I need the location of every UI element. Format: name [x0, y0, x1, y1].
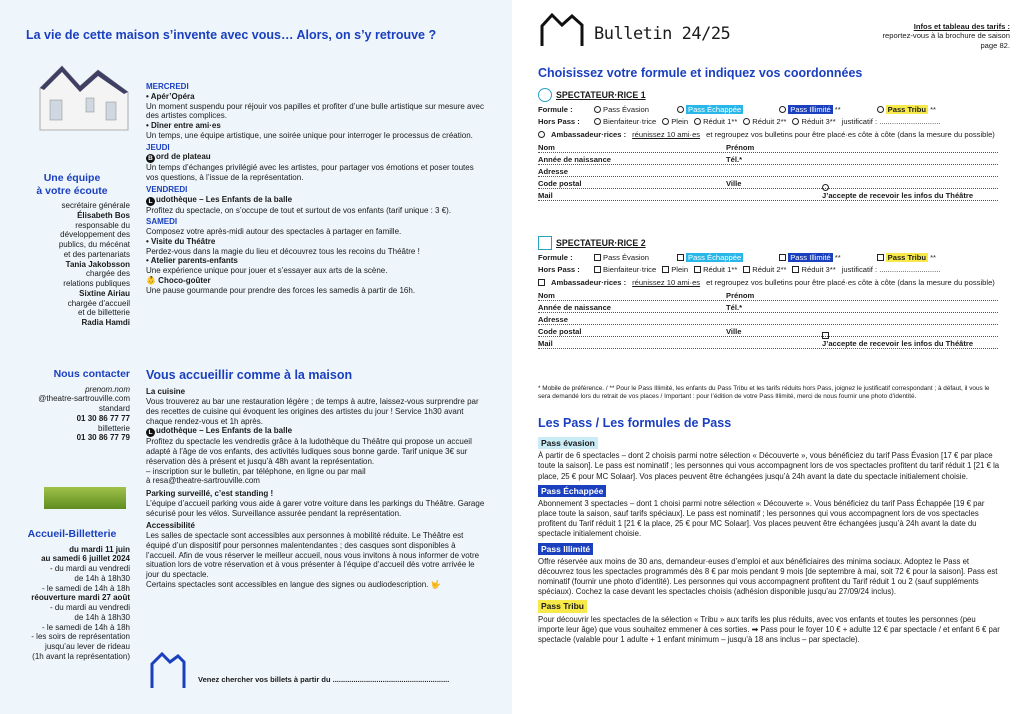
formule-option-pass_tr[interactable]	[877, 105, 936, 114]
bulletin-title: Bulletin 24/25	[594, 24, 731, 44]
sidebar-line: billetterie	[97, 423, 130, 433]
radio-button[interactable]	[662, 118, 669, 125]
radio-button[interactable]	[792, 118, 799, 125]
block-text: Vous trouverez au bar une restauration légère ; de temps à autre, laissez-vous surprendre par des recettes de cuisine qui évoquent les origines des artistes du jour ! Service 1h30 avant chaque rendez-vous et 1h après.	[146, 397, 479, 426]
field-label: Adresse	[538, 166, 568, 176]
icon-item	[146, 426, 486, 437]
field-label: Tél.*	[726, 302, 743, 312]
tarifs-title: Infos et tableau des tarifs :	[913, 22, 1010, 31]
week-program	[146, 80, 486, 295]
checkbox[interactable]	[779, 254, 786, 261]
tarif-label: Plein	[671, 117, 689, 127]
tarif-option-r2[interactable]	[743, 265, 786, 274]
team-section	[14, 172, 130, 328]
tarif-option-r2[interactable]	[743, 117, 786, 126]
tarif-label: Réduit 2**	[752, 265, 787, 275]
accueillir-title: Vous accueillir comme à la maison	[146, 368, 353, 382]
field-row[interactable]	[538, 337, 998, 349]
item-text: Un temps, une équipe artistique, une soirée unique pour interroger le processus de création.	[146, 130, 473, 140]
team-title-1: Une équipe	[43, 172, 101, 184]
pass-tag: Pass Illimité	[538, 543, 593, 555]
contact-fields	[538, 141, 998, 201]
sidebar-line: réouverture mardi 27 août	[31, 593, 130, 603]
item-text: Une expérience unique pour jouer et s’essayer aux arts de la scène.	[146, 266, 388, 275]
stars: **	[834, 253, 841, 262]
checkbox[interactable]	[594, 266, 601, 273]
sidebar-line: chargée des	[85, 269, 130, 279]
radio-button[interactable]	[822, 184, 829, 191]
sidebar-line: Sixtine Airiau	[79, 288, 130, 298]
field-label: Nom	[538, 142, 555, 152]
sidebar-line: prenom.nom	[85, 384, 130, 394]
tarif-label: Réduit 2**	[752, 117, 787, 127]
block-text: L’équipe d’accueil parking vous aide à garer votre voiture dans les parkings du Théâtre. Garage sécurisé pour les vélos. Surveillance assurée pendant la représentation.	[146, 498, 485, 518]
formule-option-label: Pass Tribu	[887, 253, 927, 262]
formule-option-label: Pass Illimité	[790, 105, 831, 114]
ambassadeur-row[interactable]	[538, 278, 998, 287]
letter-badge-icon: L	[146, 428, 155, 437]
formule-option-pass_ec[interactable]	[677, 105, 743, 114]
sidebar-line: de 14h à 18h30	[74, 612, 130, 622]
spectator-title-label: SPECTATEUR·RICE 1	[556, 89, 646, 100]
tarif-option-r3[interactable]	[792, 117, 835, 126]
tarifs-info	[870, 22, 1010, 50]
spectator-1-form	[538, 88, 998, 201]
tarif-option-bienf[interactable]	[594, 117, 656, 126]
sidebar-line: standard	[98, 404, 130, 414]
field-label: Code postal	[538, 178, 582, 188]
radio-button[interactable]	[594, 118, 601, 125]
formule-label: Formule :	[538, 253, 573, 262]
amb-label: Ambassadeur·rices :	[551, 129, 627, 139]
tarif-label: Bienfaiteur·trice	[603, 117, 657, 127]
field-label: Année de naissance	[538, 154, 612, 164]
pass-list	[538, 437, 1000, 648]
field-label: Prénom	[726, 290, 755, 300]
amb-underline: réunissez 10 ami·es	[632, 277, 701, 287]
formule-option-pass_il[interactable]	[779, 105, 840, 114]
block-text: Profitez du spectacle les vendredis grâce à la ludothèque du Théâtre qui propose un accueil adapté à l’âge de vos enfants, des activités ludiques sous bonne garde. Tarif unique 3€ sur réservation dès à présent et jusqu’à 48h avant la représentation.	[146, 437, 472, 466]
item-title: • Visite du Théâtre	[146, 236, 216, 246]
item-title: udothèque – Les Enfants de la balle	[156, 426, 293, 436]
stars: **	[930, 105, 936, 114]
checkbox[interactable]	[677, 254, 684, 261]
pass-text: Abonnement 3 spectacles – dont 1 choisi parmi notre sélection « Découverte ». Vous bénéficiez du tarif Pass Échappée [19 € par place toute la saison, sauf tarifs spéciaux]. Le pass est nominatif ; les personnes qui vous accompagnent lors de vos spectacles profitent du Tarif réduit 1 [21 € la place, 25 € pour MC Solaar]. Vos places peuvent être échangées jusqu’à 24h avant la date du spectacle initialement choisie.	[538, 499, 985, 539]
tarif-label: Réduit 3**	[801, 265, 836, 275]
accept-label: J’accepte de recevoir les infos du Théâtre	[822, 338, 974, 348]
block-text: à resa@theatre-sartrouville.com	[146, 476, 260, 486]
team-lines	[14, 201, 130, 328]
pass-title: Les Pass / Les formules de Pass	[538, 416, 732, 430]
sidebar-line: chargée d’accueil	[67, 298, 130, 308]
icon-item	[146, 195, 486, 206]
pass-text: À partir de 6 spectacles – dont 2 choisis parmi notre sélection « Découverte », vous bénéficiez du tarif Pass Évasion [17 € par place toute la saison]. Le pass est nominatif ; les personnes qui vous accompagnent lors de vos spectacles profitent du tarif réduit 1 [21 € la place, 25 € pour MC Solaar]. Vos places peuvent être échangées jusqu’à 24h avant la date du spectacle initialement choisie.	[538, 451, 1000, 481]
field-row[interactable]	[538, 301, 998, 313]
accept-news-checkbox[interactable]	[822, 332, 973, 348]
item-text: Profitez du spectacle, on s’occupe de tout et surtout de vos enfants (tarif unique : 3 €).	[146, 205, 452, 215]
item-text: Perdez-vous dans la magie du lieu et découvrez tous les recoins du Théâtre !	[146, 246, 420, 256]
sidebar-line: 01 30 86 77 79	[76, 433, 130, 443]
contact-section	[14, 368, 130, 443]
tarif-option-plein[interactable]	[662, 265, 688, 274]
sidebar-line: de 14h à 18h30	[74, 573, 130, 583]
accept-label: J’accepte de recevoir les infos du Théâtre	[822, 190, 974, 200]
tarif-option-plein[interactable]	[662, 117, 688, 126]
sidebar-line: - le samedi de 14h à 18h	[41, 622, 130, 632]
sidebar-line: Tania Jakobsson	[65, 259, 130, 269]
field-label: Mail	[538, 338, 553, 348]
letter-badge-icon: L	[146, 197, 155, 206]
checkbox[interactable]	[662, 266, 669, 273]
day-heading: MERCREDI	[146, 82, 189, 91]
radio-button[interactable]	[694, 118, 701, 125]
field-label: Ville	[726, 178, 742, 188]
sidebar-line: - du mardi au vendredi	[49, 603, 130, 613]
spectator-title-label: SPECTATEUR·RICE 2	[556, 237, 646, 248]
field-label: Ville	[726, 326, 742, 336]
radio-button[interactable]	[743, 118, 750, 125]
theatre-house-photo	[36, 62, 132, 132]
block-title: Parking surveillé, c’est standing !	[146, 489, 274, 498]
sidebar-line: publics, du mécénat	[58, 240, 130, 250]
horspass-row	[538, 265, 998, 274]
sidebar-line: au samedi 6 juillet 2024	[41, 554, 130, 564]
ambassadeur-row[interactable]	[538, 130, 998, 139]
radio-button[interactable]	[779, 106, 786, 113]
field-label: Code postal	[538, 326, 582, 336]
formule-option-label: Pass Évasion	[603, 253, 650, 262]
horspass-row	[538, 117, 998, 126]
field-label: Mail	[538, 190, 553, 200]
formule-option-pass_ev[interactable]	[594, 253, 649, 262]
day-heading: SAMEDI	[146, 217, 178, 227]
pass-block	[538, 543, 1000, 598]
spectator-title	[538, 88, 998, 102]
accueil-section	[14, 528, 130, 662]
item-title: ord de plateau	[156, 152, 211, 162]
tarif-option-r1[interactable]	[694, 265, 737, 274]
field-label: Tél.*	[726, 154, 743, 164]
checkbox[interactable]	[877, 254, 884, 261]
accueil-title: Accueil-Billetterie	[27, 528, 117, 540]
pass-text: Offre réservée aux moins de 30 ans, demandeur·euses d’emploi et aux bénéficiaires des minima sociaux. Adoptez le Pass et découvrez tous les spectacles programmés dès 8 € par mois pendant 9 mois [de septembre à mai, soit 72 € pour la saison]. Pass est nominatif (fournir une photo d’identité). Les personnes qui vous accompagnent profitent du Tarif réduit 1 ou 2 (sauf suppléments spéciaux). Cochez la case devant les spectacles choisis (adhésion disponible jusqu’au 27/09/24 inclus).	[538, 556, 998, 597]
block-text: Les salles de spectacle sont accessibles aux personnes à mobilité réduite. Le Théâtre est équipé d’un dispositif pour personnes malentendantes ; des casques sont disponibles à l’accueil. Afin de vous réserver le meilleur accueil, nous vous invitons à nous informer de votre situation lors de votre réservation et à vous présenter à l’équipe d’accueil dès votre arrivée le jour du spectacle.	[146, 531, 480, 579]
accept-news-checkbox[interactable]	[822, 184, 973, 200]
footer-billets: Venez chercher vos billets à partir du ........................................................	[198, 675, 450, 684]
spectator-marker-icon[interactable]	[538, 236, 552, 250]
left-headline: La vie de cette maison s’invente avec vous… Alors, on s’y retrouve ?	[26, 28, 437, 42]
item-title: • Atelier parents-enfants	[146, 256, 238, 266]
item-title: 👶 Choco-goûter	[146, 275, 211, 285]
pass-block	[538, 485, 1000, 540]
pass-tag: Pass évasion	[538, 437, 598, 449]
form-footnote: * Mobile de préférence. / ** Pour le Pass Illimité, les enfants du Pass Tribu et les tarifs réduits hors Pass, joignez le justificatif correspondant ; à défaut, il vous le sera demandé lors du retrait de vos places / Important : pour l’édition de votre Pass Illimité, merci de nous fournir une photo d’identité.	[538, 385, 990, 400]
sidebar-line: relations publiques	[63, 279, 130, 289]
sidebar-line: jusqu’au lever de rideau	[45, 642, 130, 652]
checkbox[interactable]	[694, 266, 701, 273]
formule-row	[538, 253, 998, 262]
field-label: Adresse	[538, 314, 568, 324]
sidebar-line: (1h avant la représentation)	[32, 651, 130, 661]
letter-badge-icon: B	[146, 154, 155, 163]
tarif-label: Plein	[671, 265, 689, 275]
formule-option-label: Pass Évasion	[603, 105, 650, 114]
contact-fields	[538, 289, 998, 349]
field-label: Prénom	[726, 142, 755, 152]
sidebar-line: Élisabeth Bos	[77, 210, 130, 220]
item-title: • Apér’Opéra	[146, 91, 195, 101]
pass-tag: Pass Tribu	[538, 600, 587, 612]
item-text: Une pause gourmande pour prendre des forces les samedis à partir de 16h.	[146, 285, 416, 295]
day-heading: VENDREDI	[146, 184, 188, 194]
field-row[interactable]	[538, 165, 998, 177]
tarif-option-r3[interactable]	[792, 265, 835, 274]
day-heading: JEUDI	[146, 142, 170, 152]
contact-lines	[14, 385, 130, 444]
sidebar-line: responsable du	[75, 220, 130, 230]
formule-option-label: Pass Échappée	[688, 253, 742, 262]
accueillir-section	[146, 366, 486, 590]
block-title: Accessibilité	[146, 521, 195, 531]
formule-title: Choisissez votre formule et indiquez vos coordonnées	[538, 66, 863, 80]
tarifs-text: reportez-vous à la brochure de saison page 82.	[882, 31, 1010, 50]
tarif-label: Réduit 1**	[703, 265, 738, 275]
amb-underline: réunissez 10 ami·es	[632, 129, 701, 139]
grass-image	[44, 487, 126, 509]
field-row[interactable]	[538, 141, 998, 153]
accueil-lines	[14, 545, 130, 662]
block-text: Certains spectacles sont accessibles en langue des signes ou audiodescription. 🤟	[146, 579, 441, 589]
tarif-label: Bienfaiteur·trice	[603, 265, 657, 275]
formule-option-pass_il[interactable]	[779, 253, 840, 262]
item-title: • Dîner entre ami·es	[146, 121, 221, 130]
formule-option-label: Pass Tribu	[887, 105, 927, 114]
horspass-label: Hors Pass :	[538, 265, 580, 275]
sidebar-line: Radia Hamdi	[81, 318, 130, 328]
radio-button[interactable]	[538, 131, 545, 138]
block-text: – inscription sur le bulletin, par téléphone, en ligne ou par mail	[146, 466, 366, 476]
field-row[interactable]	[538, 313, 998, 325]
spectator-2-form	[538, 236, 998, 349]
formule-option-pass_ec[interactable]	[677, 253, 743, 262]
amb-text: et regroupez vos bulletins pour être placé·es côte à côte (dans la mesure du possible)	[706, 277, 995, 287]
checkbox[interactable]	[538, 279, 545, 286]
tarif-label: Réduit 3**	[801, 117, 836, 127]
checkbox[interactable]	[743, 266, 750, 273]
field-row[interactable]	[538, 153, 998, 165]
item-text: Un temps d’échanges privilégié avec les artistes, pour partager vos émotions et poser toutes vos questions, à l’issue de la représentation.	[146, 163, 474, 182]
bulletin-logo-icon	[540, 12, 584, 48]
item-text: Composez votre après-midi autour des spectacles à partager en famille.	[146, 227, 402, 236]
accueillir-blocks	[146, 387, 486, 589]
pass-block	[538, 437, 1000, 482]
pass-block	[538, 600, 1000, 645]
pass-text: Pour découvrir les spectacles de la sélection « Tribu » aux tarifs les plus réduits, avec vos enfants et toutes les personnes (peu importe leur âge) que vous souhaitez emmener à ces sorties. ➡ Pass pour le foyer 10 € + adulte 12 € par spectacle / et enfant 6 € par spectacle (valable pour 1 adulte + 1 enfant minimum – jusqu’à 18 ans inclus – par spectacle).	[538, 614, 1000, 645]
radio-button[interactable]	[877, 106, 884, 113]
horspass-label: Hors Pass :	[538, 117, 580, 127]
spectator-marker-icon[interactable]	[538, 88, 552, 102]
field-row[interactable]	[538, 189, 998, 201]
item-text: Un moment suspendu pour réjouir vos papilles et profiter d’une bulle artistique sur mesure avec des artistes complices.	[146, 101, 484, 121]
sidebar-line: - les soirs de représentation	[31, 632, 130, 642]
icon-item	[146, 152, 486, 163]
sidebar-line: - le samedi de 14h à 18h	[41, 583, 130, 593]
tarif-label: Réduit 1**	[703, 117, 738, 127]
tarif-option-r1[interactable]	[694, 117, 737, 126]
justificatif: justificatif : .............................	[841, 117, 941, 127]
sidebar-line: du mardi 11 juin	[69, 544, 130, 554]
checkbox[interactable]	[822, 332, 829, 339]
team-title-2: à votre écoute	[36, 184, 108, 197]
sidebar-line: et de billetterie	[77, 308, 130, 318]
house-logo-icon	[150, 650, 186, 690]
checkbox[interactable]	[792, 266, 799, 273]
formule-row	[538, 105, 998, 114]
formule-option-pass_ev[interactable]	[594, 105, 649, 114]
contact-title: Nous contacter	[53, 368, 130, 380]
formule-label: Formule :	[538, 105, 573, 114]
justificatif: justificatif : .............................	[841, 265, 941, 275]
stars: **	[930, 253, 936, 262]
spectator-title	[538, 236, 998, 250]
sidebar-line: @theatre-sartrouville.com	[38, 394, 130, 404]
formule-option-label: Pass Illimité	[790, 253, 831, 262]
formule-option-pass_tr[interactable]	[877, 253, 936, 262]
pass-tag: Pass Échappée	[538, 485, 606, 497]
checkbox[interactable]	[594, 254, 601, 261]
sidebar-line: 01 30 86 77 77	[76, 413, 130, 423]
radio-button[interactable]	[677, 106, 684, 113]
field-row[interactable]	[538, 289, 998, 301]
stars: **	[834, 105, 841, 114]
item-title: udothèque – Les Enfants de la balle	[156, 194, 293, 204]
formule-option-label: Pass Échappée	[688, 105, 742, 114]
sidebar-line: - du mardi au vendredi	[49, 564, 130, 574]
amb-label: Ambassadeur·rices :	[551, 277, 627, 287]
sidebar-line: et des partenariats	[63, 249, 130, 259]
sidebar-line: secrétaire générale	[61, 201, 130, 211]
field-label: Année de naissance	[538, 302, 612, 312]
field-label: Nom	[538, 290, 555, 300]
sidebar-line: développement des	[60, 230, 130, 240]
tarif-option-bienf[interactable]	[594, 265, 656, 274]
radio-button[interactable]	[594, 106, 601, 113]
block-title: La cuisine	[146, 387, 186, 397]
amb-text: et regroupez vos bulletins pour être placé·es côte à côte (dans la mesure du possible)	[706, 129, 995, 139]
